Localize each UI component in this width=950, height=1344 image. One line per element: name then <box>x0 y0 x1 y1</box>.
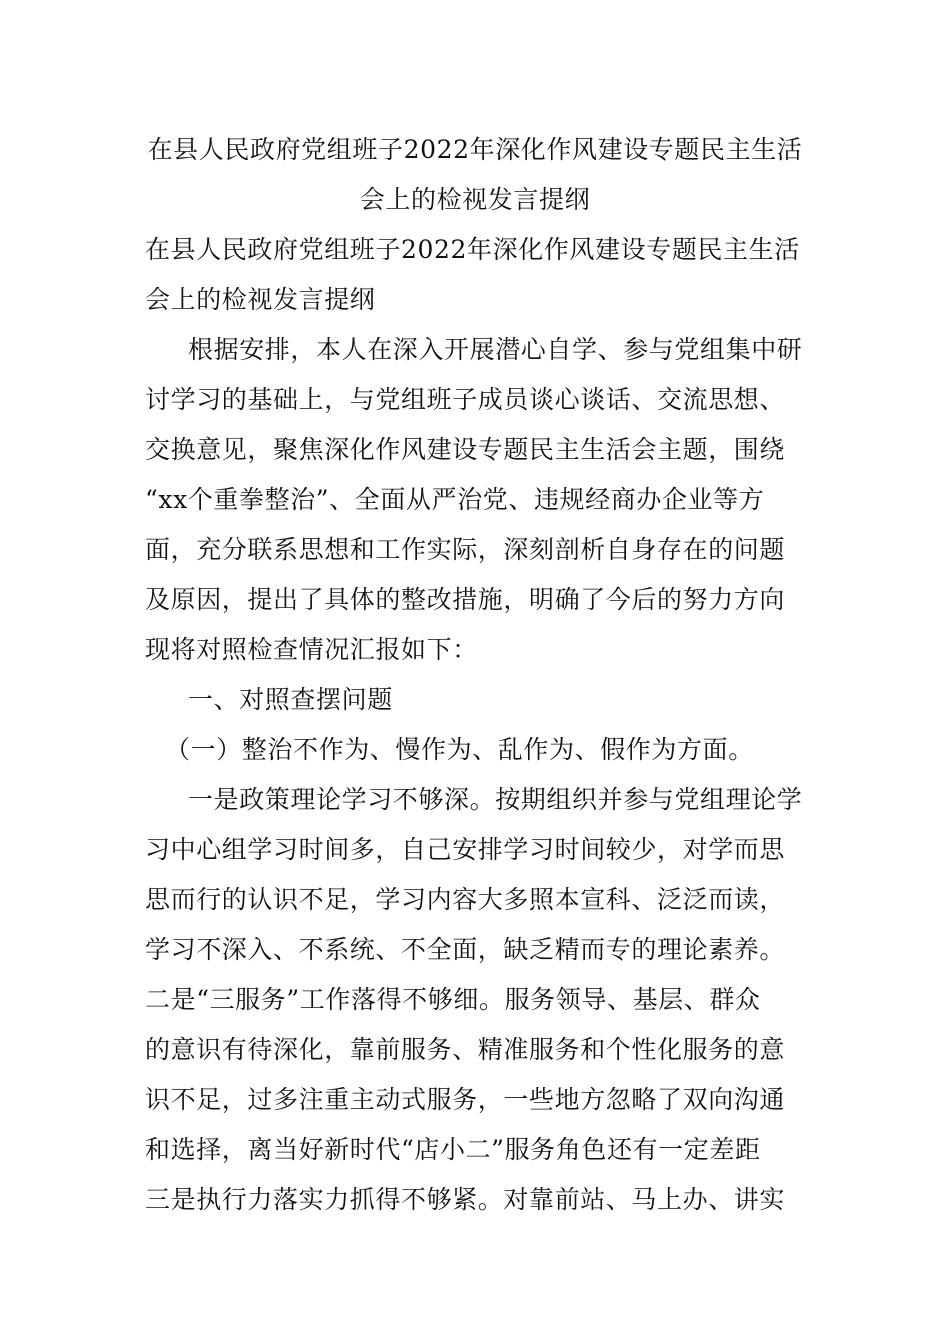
body-paragraph-line: 的意识有待深化，靠前服务、精准服务和个性化服务的意 <box>145 1035 786 1064</box>
body-paragraph-line: 学习不深入、不系统、不全面，缺乏精而专的理论素养。 <box>145 935 786 964</box>
body-paragraph-line: 和选择，离当好新时代“店小二”服务角色还有一定差距 <box>145 1135 761 1164</box>
body-paragraph-line: 二是“三服务”工作落得不够细。服务领导、基层、群众 <box>145 985 761 1014</box>
intro-paragraph-line: “xx个重拳整治”、全面从严治党、违规经商办企业等方 <box>145 485 765 514</box>
intro-paragraph-line: 现将对照检查情况汇报如下： <box>145 635 478 664</box>
body-paragraph-line: 思而行的认识不足，学习内容大多照本宣科、泛泛而读， <box>145 885 786 914</box>
document-subtitle-line-2: 会上的检视发言提纲 <box>145 285 376 314</box>
intro-paragraph-line: 讨学习的基础上，与党组班子成员谈心谈话、交流思想、 <box>145 385 786 414</box>
intro-paragraph-line: 面，充分联系思想和工作实际，深刻剖析自身存在的问题 <box>145 535 786 564</box>
document-title-line-1: 在县人民政府党组班子2022年深化作风建设专题民主生活 <box>147 135 803 164</box>
subsection-heading: （一）整治不作为、慢作为、乱作为、假作为方面。 <box>165 735 754 764</box>
intro-paragraph-line: 交换意见，聚焦深化作风建设专题民主生活会主题，围绕 <box>145 435 786 464</box>
document-subtitle-line-1: 在县人民政府党组班子2022年深化作风建设专题民主生活 <box>145 235 800 264</box>
intro-paragraph-line: 及原因，提出了具体的整改措施，明确了今后的努力方向 <box>145 585 786 614</box>
body-paragraph-line: 习中心组学习时间多，自己安排学习时间较少，对学而思 <box>145 835 786 864</box>
body-paragraph-line: 一是政策理论学习不够深。按期组织并参与党组理论学 <box>188 785 803 814</box>
body-paragraph-line: 识不足，过多注重主动式服务，一些地方忽略了双向沟通 <box>145 1085 786 1114</box>
section-heading: 一、对照查摆问题 <box>188 685 393 714</box>
intro-paragraph-line: 根据安排，本人在深入开展潜心自学、参与党组集中研 <box>188 335 803 364</box>
body-paragraph-line: 三是执行力落实力抓得不够紧。对靠前站、马上办、讲实 <box>145 1185 786 1214</box>
document-title-line-2: 会上的检视发言提纲 <box>359 185 591 214</box>
